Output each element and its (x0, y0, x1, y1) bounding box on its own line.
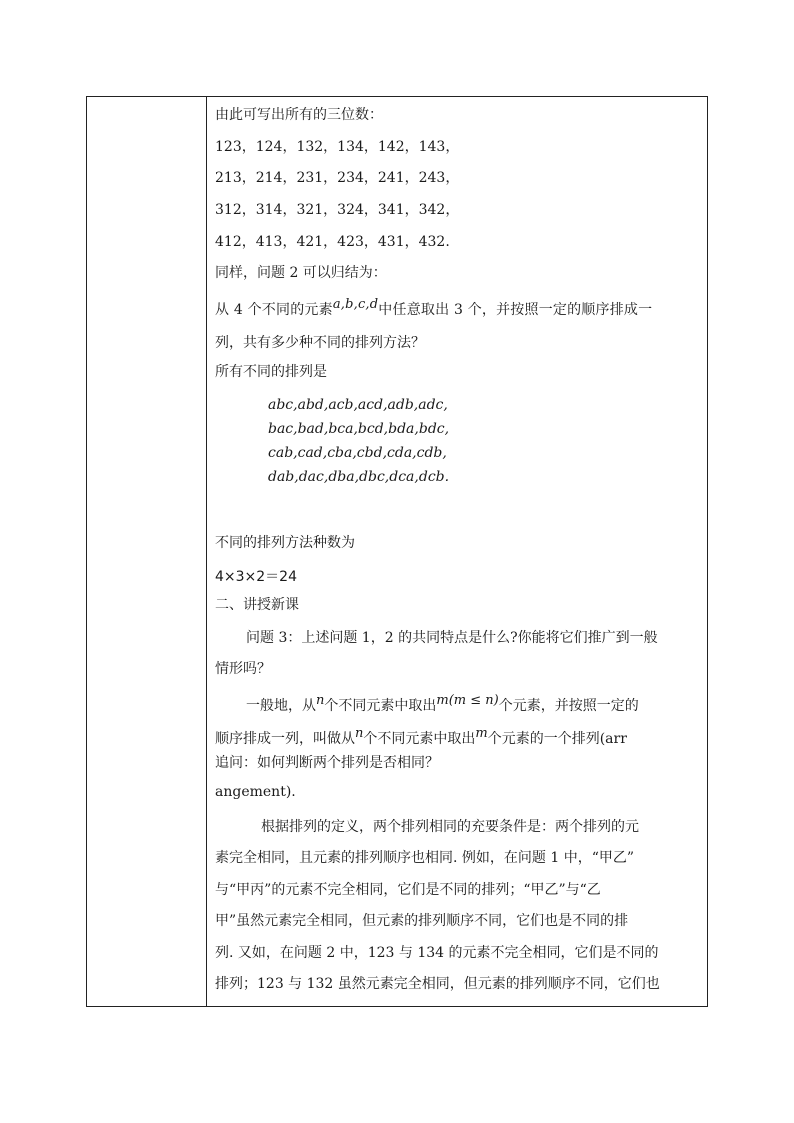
question-line: 问题 3：上述问题 1，2 的共同特点是什么?你能将它们推广到一般 (246, 630, 658, 646)
text-line: angement). (215, 784, 296, 800)
text-line: 追问：如何判断两个排列是否相同？ (215, 755, 439, 771)
math-elements: a,b,c,d (332, 297, 379, 312)
math-n: n (355, 726, 364, 741)
text-line: 同样，问题 2 可以归结为： (215, 265, 387, 281)
math-m-condition: m(m ≤ n) (436, 693, 499, 708)
equation: 4×3×2＝24 (215, 569, 297, 585)
number-row: 213，214，231，234，241，243， (215, 170, 460, 186)
text-line: 情形吗？ (215, 661, 271, 677)
math-n: n (316, 693, 325, 708)
definition-line (215, 728, 627, 748)
number-row: 412，413，421，423，431，432. (215, 234, 450, 250)
permutation-row: bac,bad,bca,bcd,bda,bdc, (268, 421, 450, 437)
number-row: 312，314，321，324，341，342， (215, 202, 460, 218)
text-fragment: 个不同元素中取出 (324, 698, 437, 714)
text-line: 所有不同的排列是 (215, 364, 327, 380)
text-fragment: 中任意取出 3 个，并按照一定的顺序排成一 (378, 302, 653, 318)
permutation-row: abc,abd,acb,acd,adb,adc, (268, 397, 448, 413)
math-m: m (475, 726, 488, 741)
text-line: 不同的排列方法种数为 (215, 535, 355, 551)
text-fragment: 从 4 个不同的元素 (215, 302, 333, 318)
paragraph-line: 根据排列的定义，两个排列相同的充要条件是：两个排列的元 (261, 819, 639, 835)
problem-line (215, 299, 652, 319)
column-divider (206, 96, 207, 1007)
text-fragment: 个元素，并按照一定的 (498, 698, 639, 714)
permutation-row: cab,cad,cba,cbd,cda,cdb, (268, 445, 447, 461)
definition-line (246, 695, 639, 715)
permutation-row: dab,dac,dba,dbc,dca,dcb. (268, 469, 450, 485)
text-fragment: 顺序排成一列，叫做从 (215, 731, 355, 747)
paragraph-line: 排列；123 与 132 虽然元素完全相同，但元素的排列顺序不同，它们也 (215, 976, 660, 992)
paragraph-line: 列. 又如，在问题 2 中，123 与 134 的元素不完全相同，它们是不同的 (215, 945, 659, 961)
section-heading: 二、讲授新课 (215, 597, 299, 613)
text-line: 列，共有多少种不同的排列方法？ (215, 335, 425, 351)
text-fragment: 个不同元素中取出 (363, 731, 476, 747)
text-line: 由此可写出所有的三位数： (215, 107, 383, 123)
paragraph-line: 与“甲丙”的元素不完全相同，它们是不同的排列；“甲乙”与“乙 (215, 882, 601, 898)
text-fragment: 一般地，从 (246, 698, 316, 714)
paragraph-line: 甲”虽然元素完全相同，但元素的排列顺序不同，它们也是不同的排 (215, 913, 629, 929)
number-row: 123，124，132，134，142，143， (215, 139, 460, 155)
paragraph-line: 素完全相同，且元素的排列顺序也相同. 例如，在问题 1 中，“甲乙” (215, 850, 635, 866)
text-fragment: 个元素的一个排列(arr (487, 731, 627, 747)
